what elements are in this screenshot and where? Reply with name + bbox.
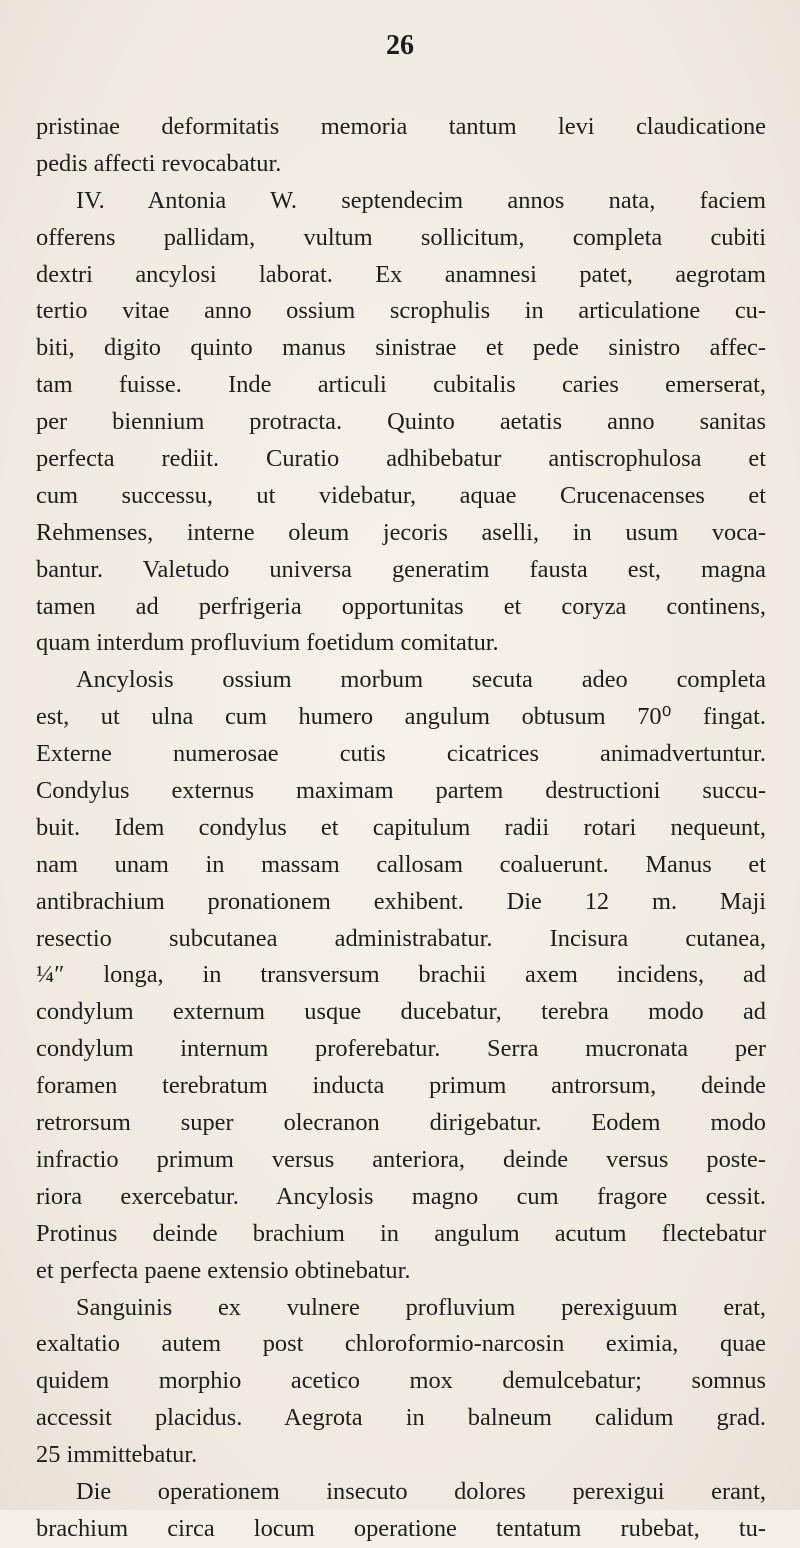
text-line: per biennium protracta. Quinto aetatis anno sanitas: [36, 408, 766, 436]
text-line: cum successu, ut videbatur, aquae Crucenacenses et: [36, 481, 766, 509]
text-line: brachium circa locum operatione tentatum rubebat, tu-: [36, 1514, 766, 1542]
text-line: quam interdum profluvium foetidum comitatur.: [36, 629, 499, 657]
text-line: biti, digito quinto manus sinistrae et pede sinistro affec-: [36, 334, 766, 362]
text-line: Die operationem insecuto dolores perexigui erant,: [76, 1477, 766, 1505]
text-line: accessit placidus. Aegrota in balneum calidum grad.: [36, 1404, 766, 1432]
text-line: tertio vitae anno ossium scrophulis in articulatione cu-: [36, 297, 766, 325]
text-line: condylum internum proferebatur. Serra mucronata per: [36, 1035, 766, 1063]
text-line: Protinus deinde brachium in angulum acutum flectebatur: [36, 1219, 766, 1247]
text-line: resectio subcutanea administrabatur. Incisura cutanea,: [36, 924, 766, 952]
text-line: foramen terebratum inducta primum antrorsum, deinde: [36, 1072, 766, 1100]
text-line: buit. Idem condylus et capitulum radii rotari nequeunt,: [36, 813, 766, 841]
text-line: antibrachium pronationem exhibent. Die 12 m. Maji: [36, 887, 766, 915]
text-line: dextri ancylosi laborat. Ex anamnesi patet, aegrotam: [36, 260, 766, 288]
text-line: retrorsum super olecranon dirigebatur. Eodem modo: [36, 1109, 766, 1137]
text-line: pedis affecti revocabatur.: [36, 149, 282, 177]
text-line: Rehmenses, interne oleum jecoris aselli, in usum voca-: [36, 518, 766, 546]
text-line: 25 immittebatur.: [36, 1441, 198, 1469]
text-line: nam unam in massam callosam coaluerunt. Manus et: [36, 850, 766, 878]
text-line: perfecta rediit. Curatio adhibebatur antiscrophulosa et: [36, 445, 766, 473]
text-line: quidem morphio acetico mox demulcebatur; somnus: [36, 1367, 766, 1395]
text-line: offerens pallidam, vultum sollicitum, completa cubiti: [36, 223, 766, 251]
text-line: pristinae deformitatis memoria tantum levi claudicatione: [36, 113, 766, 140]
text-line: riora exercebatur. Ancylosis magno cum fragore cessit.: [36, 1182, 766, 1210]
text-line: tam fuisse. Inde articuli cubitalis caries emerserat,: [36, 371, 766, 399]
page-number: 26: [386, 30, 414, 61]
text-line: Condylus externus maximam partem destructioni succu-: [36, 777, 766, 805]
text-line: Ancylosis ossium morbum secuta adeo completa: [76, 666, 766, 694]
text-line: Externe numerosae cutis cicatrices animadvertuntur.: [36, 740, 766, 768]
text-line: infractio primum versus anteriora, deinde versus poste-: [36, 1145, 766, 1173]
text-line: est, ut ulna cum humero angulum obtusum 70⁰ fingat.: [36, 703, 766, 731]
text-line: Sanguinis ex vulnere profluvium perexiguum erat,: [76, 1293, 766, 1321]
body-text: [36, 109, 766, 1548]
text-line: ¼″ longa, in transversum brachii axem incidens, ad: [36, 961, 766, 989]
text-line: et perfecta paene extensio obtinebatur.: [36, 1256, 411, 1284]
text-line: tamen ad perfrigeria opportunitas et coryza continens,: [36, 592, 766, 620]
text-line: IV. Antonia W. septendecim annos nata, faciem: [76, 186, 766, 214]
text-line: bantur. Valetudo universa generatim fausta est, magna: [36, 555, 766, 583]
text-line: condylum externum usque ducebatur, terebra modo ad: [36, 998, 766, 1026]
text-line: exaltatio autem post chloroformio-narcosin eximia, quae: [36, 1330, 766, 1358]
